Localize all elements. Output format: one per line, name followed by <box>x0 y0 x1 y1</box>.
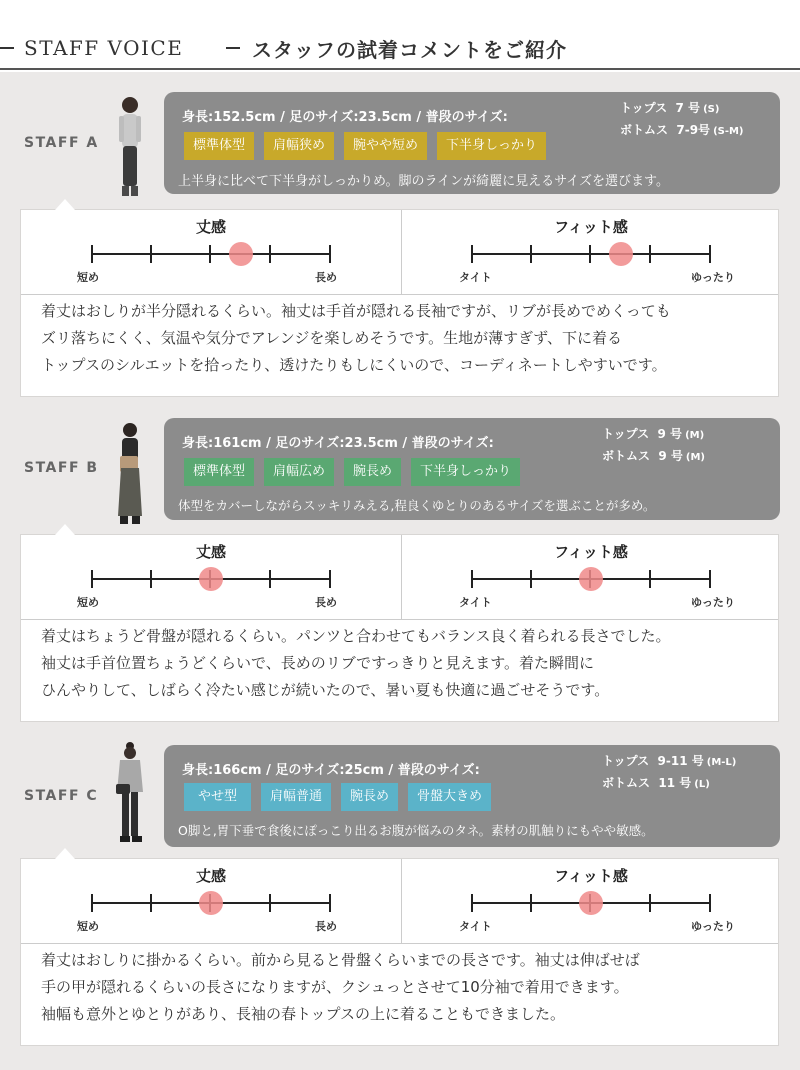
rating-dot <box>579 567 603 591</box>
scale-line <box>471 253 711 255</box>
scale-line <box>91 253 331 255</box>
scale-min-label: タイト <box>459 920 492 933</box>
comment-line: 着丈はおしりに掛かるくらい。前から見ると骨盤くらいまでの長さです。袖丈は伸ばせば <box>41 951 640 969</box>
tops-label: トップス <box>620 101 668 115</box>
scale-min-label: 短め <box>77 596 99 609</box>
body-type-tags <box>184 132 556 160</box>
tag: 肩幅狭め <box>264 132 334 160</box>
tag: 腕長め <box>344 458 401 486</box>
profile-description: 体型をカバーしながらスッキリみえる,程良くゆとりのあるサイズを選ぶことが多め。 <box>178 498 656 513</box>
tag: 標準体型 <box>184 132 254 160</box>
scale-title: フィット感 <box>554 218 628 236</box>
scale-max-label: 長め <box>315 271 337 284</box>
rating-dot <box>579 891 603 915</box>
scale-tick <box>530 245 532 263</box>
tag: 肩幅広め <box>264 458 334 486</box>
tag: 標準体型 <box>184 458 254 486</box>
tops-size: 9-11 号 <box>657 754 704 768</box>
comment-line: 袖丈は手首位置ちょうどくらいで、長めのリブですっきりと見えます。着た瞬間に <box>41 654 595 672</box>
scale-title: 丈感 <box>195 867 226 885</box>
body-stats: 身長:166cm / 足のサイズ:25cm / 普段のサイズ: <box>182 763 480 778</box>
title-dash-left <box>0 47 14 49</box>
title-jp: スタッフの試着コメントをご紹介 <box>252 38 567 62</box>
scale-tick <box>709 245 711 263</box>
rating-dot <box>199 891 223 915</box>
scale-max-label: 長め <box>315 596 337 609</box>
scale-tick <box>530 570 532 588</box>
scale-tick <box>209 245 211 263</box>
bottoms-label: ボトムス <box>602 449 651 463</box>
fit-scale <box>401 859 781 943</box>
title-en: STAFF VOICE <box>24 36 184 60</box>
bottoms-size: 7-9号 <box>676 123 711 137</box>
scale-tick <box>150 245 152 263</box>
scale-tick <box>589 245 591 263</box>
length-scale <box>21 859 401 943</box>
title-dash-right <box>226 47 240 49</box>
scale-tick <box>91 570 93 588</box>
scale-max-label: 長め <box>315 920 337 933</box>
rating-dot <box>609 242 633 266</box>
scale-tick <box>709 570 711 588</box>
comment-line: 着丈はおしりが半分隠れるくらい。袖丈は手首が隠れる長袖ですが、リブが長めでめくっても <box>41 302 671 320</box>
scale-title: フィット感 <box>554 867 628 885</box>
panel-notch <box>55 199 75 210</box>
scale-title: 丈感 <box>195 218 226 236</box>
panel-divider <box>21 943 778 944</box>
tag: 下半身しっかり <box>411 458 520 486</box>
tag: 腕やや短め <box>344 132 427 160</box>
usual-sizes <box>620 98 744 142</box>
tops-size: 7 号 <box>675 101 701 115</box>
review-comment <box>41 623 671 704</box>
fit-scale <box>401 210 781 294</box>
body-type-tags <box>184 783 501 811</box>
scale-tick <box>709 894 711 912</box>
scale-tick <box>150 894 152 912</box>
panel-notch <box>55 848 75 859</box>
scale-tick <box>150 570 152 588</box>
usual-sizes <box>602 424 705 468</box>
scale-tick <box>649 245 651 263</box>
staff-a-profile-bubble <box>164 92 780 194</box>
panel-divider <box>21 294 778 295</box>
panel-notch <box>55 524 75 535</box>
comment-line: 手の甲が隠れるくらいの長さになりますが、クシュっとさせて10分袖で着用できます。 <box>41 978 629 996</box>
body-stats: 身長:161cm / 足のサイズ:23.5cm / 普段のサイズ: <box>182 436 494 451</box>
staff-b-photo <box>108 420 152 526</box>
body-type-tags <box>184 458 530 486</box>
page-header <box>0 0 800 70</box>
review-comment <box>41 298 671 379</box>
scale-tick <box>329 570 331 588</box>
scale-tick <box>269 570 271 588</box>
bottoms-size: 11 号 <box>658 776 692 790</box>
rating-dot <box>229 242 253 266</box>
scale-min-label: 短め <box>77 271 99 284</box>
scale-max-label: ゆったり <box>691 596 735 609</box>
length-scale <box>21 535 401 619</box>
tag: 肩幅普通 <box>261 783 331 811</box>
tag: 下半身しっかり <box>437 132 546 160</box>
comment-line: トップスのシルエットを拾ったり、透けたりもしにくいので、コーディネートしやすいです。 <box>41 356 667 374</box>
scale-tick <box>269 245 271 263</box>
comment-line: 袖幅も意外とゆとりがあり、長袖の春トップスの上に着ることもできました。 <box>41 1005 565 1023</box>
bottoms-size-code: (L) <box>694 779 710 790</box>
staff-c-review-panel <box>20 858 779 1046</box>
tops-size: 9 号 <box>657 427 683 441</box>
staff-a-review-panel <box>20 209 779 397</box>
tops-label: トップス <box>602 754 650 768</box>
scale-tick <box>649 570 651 588</box>
tops-size-code: (M-L) <box>706 757 737 768</box>
scale-min-label: タイト <box>459 271 492 284</box>
tops-size-code: (S) <box>703 104 720 115</box>
staff-label: STAFF C <box>24 788 99 804</box>
staff-c-photo <box>106 740 154 848</box>
scale-title: 丈感 <box>195 543 226 561</box>
scale-tick <box>329 245 331 263</box>
bottoms-label: ボトムス <box>602 776 651 790</box>
bottoms-size: 9 号 <box>658 449 683 463</box>
staff-label: STAFF A <box>24 135 99 151</box>
scale-tick <box>91 245 93 263</box>
staff-label: STAFF B <box>24 460 99 476</box>
staff-c-profile-bubble <box>164 745 780 847</box>
scale-max-label: ゆったり <box>691 920 735 933</box>
staff-b-profile-bubble <box>164 418 780 520</box>
bottoms-size-code: (M) <box>685 452 705 463</box>
scale-tick <box>91 894 93 912</box>
scale-title: フィット感 <box>554 543 628 561</box>
fit-scale <box>401 535 781 619</box>
scale-min-label: 短め <box>77 920 99 933</box>
scale-tick <box>649 894 651 912</box>
usual-sizes <box>602 751 736 795</box>
comment-line: ひんやりして、しばらく冷たい感じが続いたので、暑い夏も快適に過ごせそうです。 <box>41 681 610 699</box>
profile-description: 上半身に比べて下半身がしっかりめ。脚のラインが綺麗に見えるサイズを選びます。 <box>178 174 670 189</box>
length-scale <box>21 210 401 294</box>
body-stats: 身長:152.5cm / 足のサイズ:23.5cm / 普段のサイズ: <box>182 110 508 125</box>
scale-tick <box>471 894 473 912</box>
scale-max-label: ゆったり <box>691 271 735 284</box>
profile-description: O脚と,胃下垂で食後にぽっこり出るお腹が悩みのタネ。素材の肌触りにもやや敏感。 <box>178 823 654 838</box>
staff-b-review-panel <box>20 534 779 722</box>
tops-label: トップス <box>602 427 650 441</box>
staff-a-photo <box>110 94 150 200</box>
tag: 骨盤大きめ <box>408 783 491 811</box>
comment-line: 着丈はちょうど骨盤が隠れるくらい。パンツと合わせてもバランス良く着られる長さでした。 <box>41 627 671 645</box>
scale-tick <box>471 570 473 588</box>
scale-tick <box>269 894 271 912</box>
panel-divider <box>21 619 778 620</box>
review-comment <box>41 947 640 1028</box>
scale-tick <box>471 245 473 263</box>
scale-tick <box>530 894 532 912</box>
bottoms-label: ボトムス <box>620 123 669 137</box>
rating-dot <box>199 567 223 591</box>
comment-line: ズリ落ちにくく、気温や気分でアレンジを楽しめそうです。生地が薄すぎず、下に着る <box>41 329 622 347</box>
tag: やせ型 <box>184 783 251 811</box>
tag: 腕長め <box>341 783 398 811</box>
scale-min-label: タイト <box>459 596 492 609</box>
scale-tick <box>329 894 331 912</box>
tops-size-code: (M) <box>685 430 705 441</box>
bottoms-size-code: (S-M) <box>713 126 744 137</box>
